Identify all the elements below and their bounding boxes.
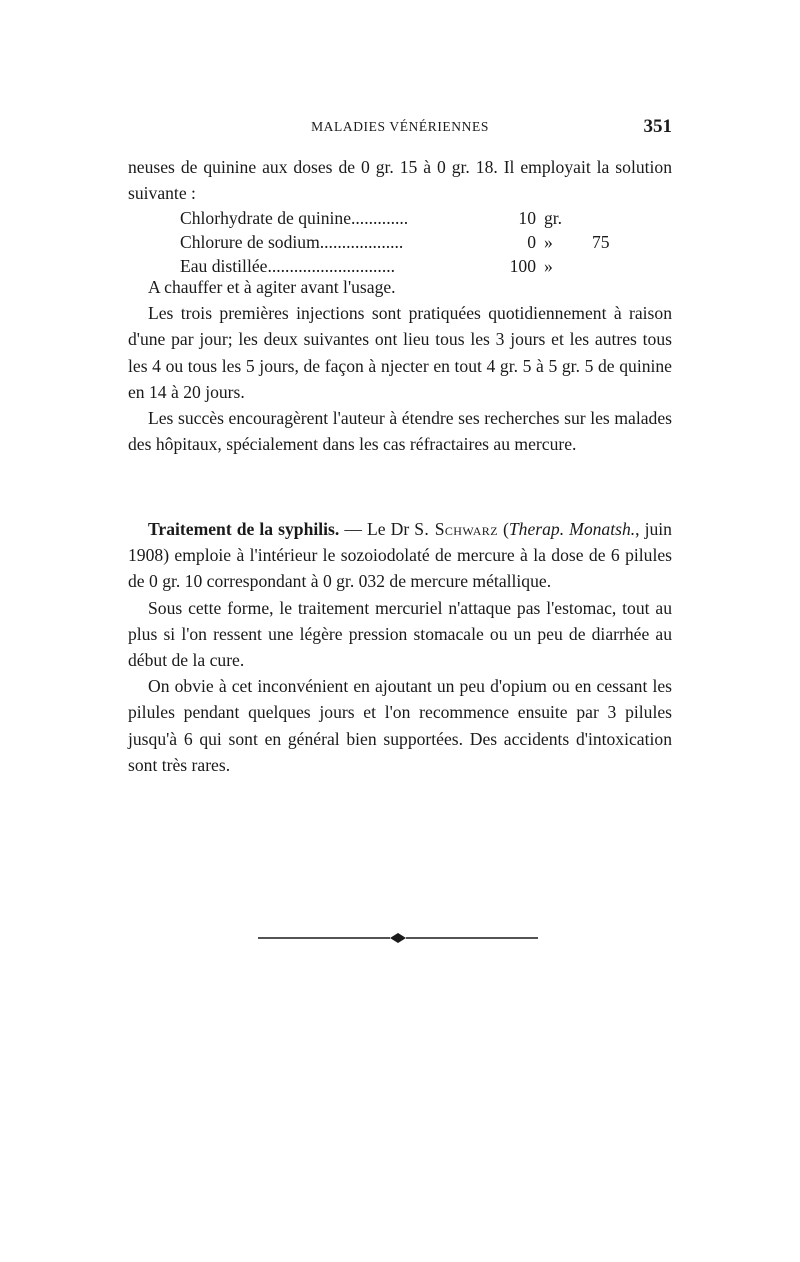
paragraph-3: Les trois premières injections sont pratiquées quotidiennement à raison d'une par jour; les deux suivantes ont lieu tous les 3 jours et les autres tous les 4 ou tous les 5 jours, de façon à njecter en tout 4 gr. 5 à 5 gr. 5 de quinine en 14 à 20 jours. xyxy=(128,303,672,402)
running-title: MALADIES VÉNÉRIENNES xyxy=(311,119,489,134)
author-name: S. Schwarz xyxy=(414,519,498,539)
recipe-unit: » xyxy=(544,256,553,276)
paragraph-1: neuses de quinine aux doses de 0 gr. 15 à 0 gr. 18. Il employait la solution suivante : xyxy=(128,157,672,204)
recipe-unit: gr. xyxy=(544,208,563,228)
journal-name: Therap. Monatsh. xyxy=(508,519,636,539)
paragraph-7: On obvie à cet inconvénient en ajoutant un peu d'opium ou en cessant les pilules pendant quelques jours et l'on recommence ensuite par 3 pilules jusqu'à 6 qui sont en général bien supportées. Des accidents d'intoxication sont très rares. xyxy=(128,676,672,775)
recipe-quantity: 100 xyxy=(509,256,536,276)
recipe-row xyxy=(180,230,620,254)
doctor-title: Dr xyxy=(390,519,410,539)
recipe-ingredient: Chlorure de sodium................... xyxy=(180,232,404,252)
ornament-divider xyxy=(258,930,538,946)
section-heading: Traitement de la syphilis. xyxy=(148,519,340,539)
paragraph-2: A chauffer et à agiter avant l'usage. xyxy=(148,277,396,297)
recipe-table xyxy=(180,206,620,278)
section-syphilis xyxy=(128,516,672,778)
section-dash: — Le xyxy=(339,519,391,539)
page-number: 351 xyxy=(643,116,672,137)
paragraph-continuation xyxy=(128,154,672,206)
recipe-ingredient: Eau distillée............................. xyxy=(180,256,396,276)
recipe-extra: 75 xyxy=(592,232,610,252)
section-rest: , juin 1908) emploie à l'intérieur le sozoiodolaté de mercure à la dose de 6 pilules de 0 gr. 10 correspondant à 0 gr. 032 de mercure métallique. xyxy=(128,519,672,592)
recipe-quantity: 0 xyxy=(527,232,536,252)
section-lead-paragraph: Traitement de la syphilis. — Le Dr S. Schwarz (Therap. Monatsh., juin 1908) emploie à l'intérieur le sozoiodolaté de mercure à la dose de 6 pilules de 0 gr. 10 correspondant à 0 gr. 032 de mercure métallique. xyxy=(128,519,672,592)
recipe-unit: » xyxy=(544,232,553,252)
recipe-quantity: 10 xyxy=(518,208,536,228)
recipe-row xyxy=(180,206,620,230)
text-block xyxy=(128,274,672,457)
paragraph-6: Sous cette forme, le traitement mercuriel n'attaque pas l'estomac, tout au plus si l'on ressent une légère pression stomacale ou un peu de diarrhée au début de la cure. xyxy=(128,597,672,671)
paragraph-4: Les succès encouragèrent l'auteur à étendre ses recherches sur les malades des hôpitaux, spécialement dans les cas réfractaires au mercure. xyxy=(128,408,672,455)
running-head xyxy=(128,116,672,140)
recipe-ingredient: Chlorhydrate de quinine............. xyxy=(180,208,409,228)
